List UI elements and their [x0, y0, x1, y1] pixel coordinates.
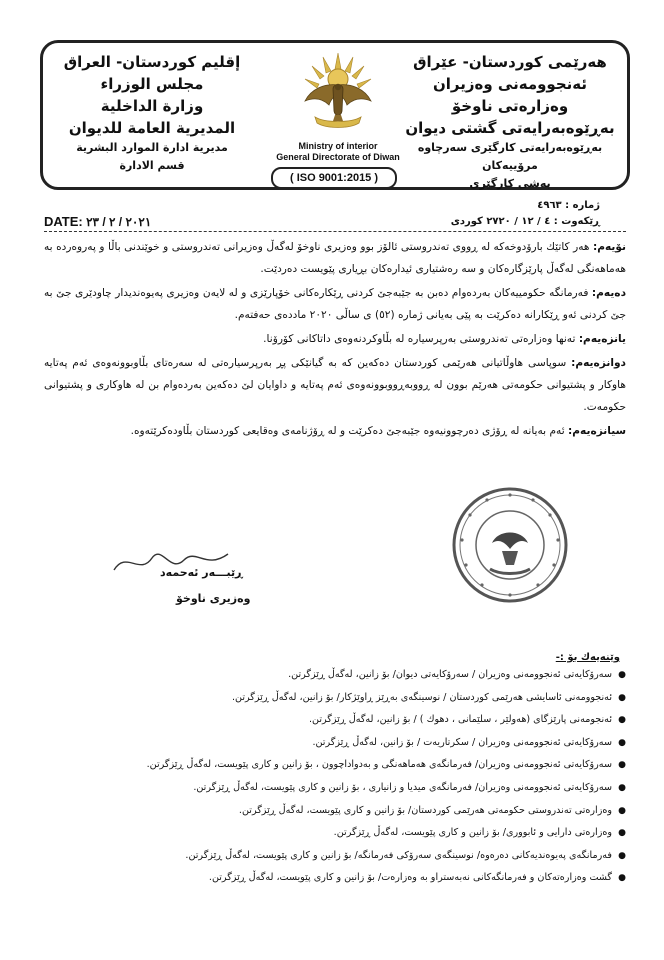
- header-divider: [44, 231, 626, 232]
- kurdish-line-2: ئەنجوومەنی وەزیران: [432, 75, 588, 93]
- paragraph-9: [44, 236, 626, 280]
- bullet-icon: ●: [618, 737, 626, 748]
- copies-heading: وێنەیەك بۆ :-: [555, 652, 620, 663]
- document-body: [44, 236, 626, 444]
- list-item: [66, 777, 626, 800]
- paragraph-text: فەرمانگە حکومییەکان بەردەوام دەبن بە جێبەجێ کردنی ڕێکارەکانی خۆپارێزی و لە لایەن وەزیری پەیوەندیدار چاودێری جێ بە جێ کردنی ئەو ڕێکارانە دەکرێت بە پێی بەیانی ژمارە (٥٢) ی ساڵی ٢٠٢٠ ماددەی حەفتەم.: [44, 287, 626, 321]
- paragraph-text: ئەم بەیانە لە ڕۆژی دەرچوونیەوە جێبەجێ دەکرێت و لە ڕۆژنامەی وەقایعی کوردستان بڵاودەکرێتەوە.: [130, 425, 569, 437]
- number-value: ٤٩٦٣: [537, 200, 562, 211]
- arabic-line-1: إقليم كوردستان- العراق: [63, 53, 241, 71]
- copy-recipient: گشت وەزارەتەکان و فەرمانگەکانی نەبەستراو بە وەزارەت/ بۆ زانین و کاری پێویست، لەگەڵ ڕێزگرتن.: [208, 872, 612, 884]
- arabic-line-2: مجلس الوزراء: [100, 75, 204, 93]
- letterhead: [40, 40, 630, 190]
- list-item: [66, 754, 626, 777]
- ministry-en-line-1: Ministry of interior: [298, 141, 378, 151]
- arabic-line-5: مديرية ادارة الموارد البشرية: [76, 141, 228, 154]
- english-date: [44, 214, 151, 229]
- bullet-icon: ●: [618, 850, 626, 861]
- bullet-icon: ●: [618, 760, 626, 771]
- copy-recipient: سەرۆکایەتی ئەنجوومەنی وەزیران / سکرتاریەت / بۆ زانین، لەگەڵ ڕێزگرتن.: [312, 736, 612, 748]
- kurdish-line-4: بەڕێوەبەرایەتی گشتی دیوان: [405, 119, 615, 137]
- paragraph-12: [44, 352, 626, 418]
- letterhead-arabic: [57, 51, 247, 175]
- paragraph-heading: دوانزەیەم:: [571, 357, 626, 369]
- kurdish-line-5: بەڕێوەبەرایەتی کارگێری سەرچاوە مرۆییەکان: [417, 141, 603, 172]
- bullet-icon: ●: [618, 670, 626, 680]
- arabic-line-6: قسم الادارة: [119, 159, 185, 172]
- list-item: [66, 687, 626, 710]
- copy-recipient: وەزارەتی دارایی و ئابووری/ بۆ زانین و کاری پێویست، لەگەڵ ڕێزگرتن.: [333, 827, 612, 839]
- paragraph-text: هەر کاتێك بارۆدوخەکە لە ڕووی تەندروستی ئالۆز بوو وەزیری ناوخۆ لەگەڵ وەزیرانی تەندروستی و خوێندنی باڵا و پەروەردە بە هەماهەنگی لەگەڵ پارێزگارەکان و سە رەشتیاری ئیدارەکان بڕیاری پێویست دەردێت.: [44, 241, 626, 275]
- iso-badge: ( ISO 9001:2015 ): [271, 167, 397, 189]
- copy-recipient: سەرۆکایەتی ئەنجوومەنی وەزیران/ فەرمانگەی میدیا و زانیاری ، بۆ زانین و کاری پێویست، لەگەڵ ڕێزگرتن.: [193, 781, 612, 793]
- letterhead-kurdish: [405, 51, 615, 193]
- signatory-name: ڕێبـــەر ئەحمەد: [160, 566, 243, 579]
- signatory-title: وەزیری ناوخۆ: [176, 592, 251, 605]
- bullet-icon: ●: [618, 692, 626, 703]
- paragraph-text: تەنها وەزارەتی تەندروستی بەرپرسیارە لە بڵاوکردنەوەی داتاکانی کۆرۆنا.: [263, 333, 579, 345]
- kurdish-line-3: وەزارەتی ناوخۆ: [451, 97, 569, 115]
- paragraph-heading: یانزەیەم:: [578, 333, 626, 345]
- list-item: [66, 732, 626, 755]
- copy-recipient: سەرۆکایەتی ئەنجوومەنی وەزیران/ فەرمانگەی هەماهەنگی و بەدواداچوون ، بۆ زانین و کاری پێویست، لەگەڵ ڕێزگرتن.: [146, 759, 612, 771]
- date-en-value: ٢٠٢١ / ٢ / ٢٣: [86, 215, 152, 229]
- paragraph-13: [44, 420, 626, 442]
- kurdistan-emblem-icon: [295, 49, 381, 135]
- list-item: [66, 709, 626, 732]
- kurdish-line-6: بەشی کارگێری: [469, 177, 551, 190]
- bullet-icon: ●: [618, 873, 626, 884]
- date-en-label: DATE:: [44, 214, 83, 229]
- copy-recipient: وەزارەتی تەندروستی حکومەتی هەرێمی کوردستان/ بۆ زانین و کاری پێویست، لەگەڵ ڕێزگرتن.: [238, 804, 612, 816]
- copy-recipient: فەرمانگەی پەیوەندیەکانی دەرەوە/ نوسینگەی سەرۆکی فەرمانگە/ بۆ زانین و کاری پێویست، لەگەڵ ڕێزگرتن.: [185, 849, 612, 861]
- reference-number: [451, 198, 600, 214]
- arabic-line-3: وزارة الداخلية: [100, 97, 204, 115]
- copies-list: [66, 664, 626, 890]
- paragraph-heading: نۆیەم:: [592, 241, 626, 253]
- paragraph-text: سوپاسی هاوڵاتیانی هەرێمی کوردستان دەکەین کە بە گیانێکی پڕ بەرپرسیارەتی لە سەرەتای بڵاوبوونەوەی ئەم پەتایە هاوکار و پشتیوانی حکومەتی هەرێم بوون لە ڕووبەڕووبوونەوەی ئەم پەتایە و داوایان لێ دەکەین بەردەوام بن لە هاوکاری و پشتیوانی حکومەت.: [44, 357, 626, 413]
- kurdish-line-1: هەرێمی کوردستان- عێراق: [413, 53, 607, 71]
- bullet-icon: ●: [618, 715, 626, 726]
- bullet-icon: ●: [618, 782, 626, 793]
- list-item: [66, 845, 626, 868]
- copy-recipient: سەرۆکایەتی ئەنجوومەنی وەزیران / سەرۆکایەتی دیوان/ بۆ زانین، لەگەڵ ڕێزگرتن.: [288, 669, 612, 680]
- list-item: [66, 800, 626, 823]
- bullet-icon: ●: [618, 828, 626, 839]
- paragraph-11: [44, 328, 626, 350]
- bullet-icon: ●: [618, 805, 626, 816]
- list-item: [66, 664, 626, 687]
- date-label: ڕێکەوت :: [553, 216, 600, 227]
- list-item: [66, 822, 626, 845]
- paragraph-10: [44, 282, 626, 326]
- paragraph-heading: سیانزەیەم:: [568, 425, 626, 437]
- ministry-english: [263, 141, 413, 163]
- reference-date: [451, 214, 600, 230]
- arabic-line-4: المديرية العامة للديوان: [68, 119, 236, 137]
- ministry-en-line-2: General Directorate of Diwan: [276, 152, 400, 162]
- paragraph-heading: دەیەم:: [591, 287, 626, 299]
- copy-recipient: ئەنجوومەنی ئاسایشی هەرێمی کوردستان / نوسینگەی بەڕێز ڕاوێژکار/ بۆ زانین، لەگەڵ ڕێزگرتن.: [231, 691, 612, 703]
- copy-recipient: ئەنجومەنی پارێزگای (هەولێر ، سلێمانی ، دهوك ) / بۆ زانین، لەگەڵ ڕێزگرتن.: [308, 714, 612, 726]
- list-item: [66, 867, 626, 890]
- number-label: ژمارە :: [565, 200, 600, 211]
- letterhead-center: [263, 49, 413, 189]
- reference-block: [451, 198, 600, 230]
- date-value: ٤ / ١٢ / ٢٧٢٠ کوردی: [450, 216, 551, 227]
- official-seal-icon: [450, 485, 570, 605]
